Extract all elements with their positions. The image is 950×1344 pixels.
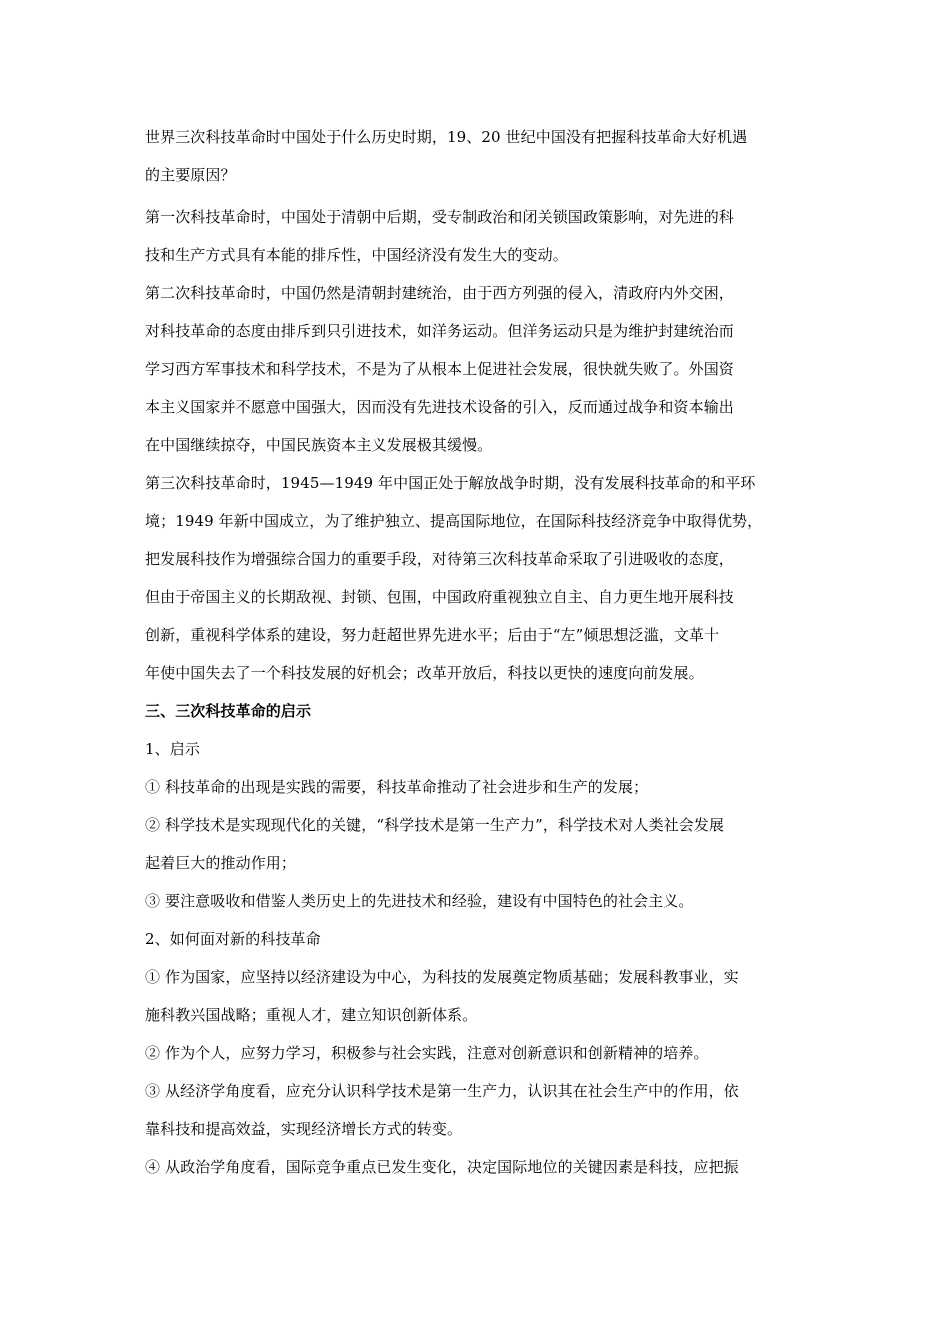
paragraph-line: 境；1949 年新中国成立，为了维护独立、提高国际地位，在国际科技经济竞争中取得优势， <box>145 512 763 530</box>
paragraph-line: 第二次科技革命时，中国仍然是清朝封建统治，由于西方列强的侵入，清政府内外交困， <box>145 284 734 302</box>
insight-item <box>145 768 820 806</box>
response-item <box>145 958 820 1034</box>
section-heading: 三、三次科技革命的启示 <box>145 702 312 720</box>
response-line: ① 作为国家，应坚持以经济建设为中心，为科技的发展奠定物质基础；发展科教事业，实 <box>145 968 739 986</box>
subsection-title: 2、如何面对新的科技革命 <box>145 930 321 948</box>
paragraph-line: 对科技革命的态度由排斥到只引进技术，如洋务运动。但洋务运动只是为维护封建统治而 <box>145 322 734 340</box>
paragraph-line: 学习西方军事技术和科学技术，不是为了从根本上促进社会发展，很快就失败了。外国资 <box>145 360 734 378</box>
paragraph-line: 本主义国家并不愿意中国强大，因而没有先进技术设备的引入，反而通过战争和资本输出 <box>145 398 734 416</box>
insight-line: ② 科学技术是实现现代化的关键，“科学技术是第一生产力”，科学技术对人类社会发展 <box>145 816 725 834</box>
paragraph-line: 把发展科技作为增强综合国力的重要手段，对待第三次科技革命采取了引进吸收的态度， <box>145 550 734 568</box>
insight-item <box>145 882 820 920</box>
question-line: 的主要原因？ <box>145 166 236 184</box>
question <box>145 118 820 194</box>
response-line: 施科教兴国战略；重视人才，建立知识创新体系。 <box>145 1006 478 1024</box>
paragraph-line: 第一次科技革命时，中国处于清朝中后期，受专制政治和闭关锁国政策影响，对先进的科 <box>145 208 734 226</box>
document-page <box>145 118 820 1186</box>
response-item <box>145 1072 820 1148</box>
insight-line: 起着巨大的推动作用； <box>145 854 297 872</box>
paragraph-line: 技和生产方式具有本能的排斥性，中国经济没有发生大的变动。 <box>145 246 568 264</box>
response-item <box>145 1034 820 1072</box>
paragraph-line: 年使中国失去了一个科技发展的好机会；改革开放后，科技以更快的速度向前发展。 <box>145 664 704 682</box>
insight-item <box>145 806 820 882</box>
subsection-title: 1、启示 <box>145 740 200 758</box>
paragraph-third-revolution <box>145 464 820 692</box>
paragraph-line: 但由于帝国主义的长期敌视、封锁、包围，中国政府重视独立自主、自力更生地开展科技 <box>145 588 734 606</box>
paragraph-line: 第三次科技革命时，1945—1949 年中国正处于解放战争时期，没有发展科技革命的和平环 <box>145 474 756 492</box>
insight-line: ③ 要注意吸收和借鉴人类历史上的先进技术和经验，建设有中国特色的社会主义。 <box>145 892 694 910</box>
paragraph-first-revolution <box>145 198 820 274</box>
response-item <box>145 1148 820 1186</box>
response-line: ④ 从政治学角度看，国际竞争重点已发生变化，决定国际地位的关键因素是科技，应把振 <box>145 1158 739 1176</box>
response-line: ③ 从经济学角度看，应充分认识科学技术是第一生产力，认识其在社会生产中的作用，依 <box>145 1082 739 1100</box>
response-line: 靠科技和提高效益，实现经济增长方式的转变。 <box>145 1120 463 1138</box>
response-line: ② 作为个人，应努力学习，积极参与社会实践，注意对创新意识和创新精神的培养。 <box>145 1044 709 1062</box>
paragraph-second-revolution <box>145 274 820 464</box>
question-line: 世界三次科技革命时中国处于什么历史时期，19、20 世纪中国没有把握科技革命大好机遇 <box>145 128 748 146</box>
insight-line: ① 科技革命的出现是实践的需要，科技革命推动了社会进步和生产的发展； <box>145 778 649 796</box>
paragraph-line: 在中国继续掠夺，中国民族资本主义发展极其缓慢。 <box>145 436 493 454</box>
paragraph-line: 创新，重视科学体系的建设，努力赶超世界先进水平；后由于“左”倾思想泛滥，文革十 <box>145 626 720 644</box>
